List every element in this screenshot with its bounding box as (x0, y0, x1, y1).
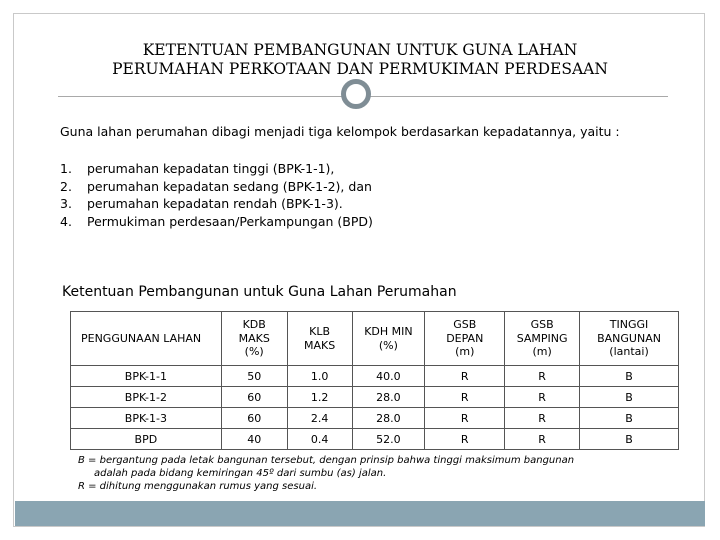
table-cell: B (580, 429, 679, 450)
table-header-row (71, 312, 679, 366)
col-header-land-use: PENGGUNAAN LAHAN (71, 312, 222, 366)
table-row (71, 429, 679, 450)
list-number: 2. (60, 178, 72, 194)
table-cell: 2.4 (287, 408, 352, 429)
col-header-klb-text: KLB MAKS (303, 325, 336, 352)
list-text: perumahan kepadatan sedang (BPK-1-2), dan (87, 178, 372, 194)
col-header-kdb (221, 312, 287, 366)
col-header-kdb-text: KDB MAKS (%) (238, 318, 270, 359)
table-row (71, 366, 679, 387)
col-header-gsb-side-text: GSB SAMPING (m) (516, 318, 568, 359)
list-item (60, 178, 373, 196)
table-cell: 28.0 (352, 387, 425, 408)
table-cell: R (505, 408, 580, 429)
regulation-table (70, 311, 679, 450)
table-cell: R (425, 408, 505, 429)
table-cell: 1.2 (287, 387, 352, 408)
col-header-height (580, 312, 679, 366)
table-cell: 28.0 (352, 408, 425, 429)
table-cell: B (580, 366, 679, 387)
table-cell: 40 (221, 429, 287, 450)
list-text: perumahan kepadatan tinggi (BPK-1-1), (87, 161, 335, 176)
table-cell: R (425, 387, 505, 408)
table-cell: R (505, 387, 580, 408)
table-notes (78, 455, 574, 493)
title-line-2: PERUMAHAN PERKOTAAN DAN PERMUKIMAN PERDESAAN (112, 60, 608, 78)
list-number: 3. (60, 196, 72, 211)
intro-text: Guna lahan perumahan dibagi menjadi tiga kelompok berdasarkan kepadatannya, yaitu : (60, 124, 620, 139)
table-cell: 50 (221, 366, 287, 387)
col-header-klb (287, 312, 352, 366)
table-cell: B (580, 408, 679, 429)
table-cell: BPD (71, 429, 222, 450)
table-cell: BPK-1-3 (71, 408, 222, 429)
table-cell: 60 (221, 387, 287, 408)
note-b-line-2: adalah pada bidang kemiringan 45º dari sumbu (as) jalan. (94, 467, 387, 479)
list-text: Permukiman perdesaan/Perkampungan (BPD) (87, 213, 373, 229)
density-list (60, 160, 373, 230)
table-cell: B (580, 387, 679, 408)
list-number: 4. (60, 213, 72, 229)
col-header-gsb-front-text: GSB DEPAN (m) (446, 318, 484, 359)
col-header-gsb-front (425, 312, 505, 366)
title-line-1: KETENTUAN PEMBANGUNAN UNTUK GUNA LAHAN (142, 41, 578, 59)
page-title (0, 41, 720, 79)
ring-ornament-icon (341, 79, 371, 109)
table-cell: 52.0 (352, 429, 425, 450)
table-cell: R (425, 366, 505, 387)
footer-band (15, 501, 705, 526)
table-cell: BPK-1-1 (71, 366, 222, 387)
note-b-line-1: B = bergantung pada letak bangunan tersebut, dengan prinsip bahwa tinggi maksimum bangunan (78, 455, 575, 466)
col-header-height-text: TINGGI BANGUNAN (lantai) (597, 318, 661, 359)
table-row (71, 387, 679, 408)
table-row (71, 408, 679, 429)
list-text: perumahan kepadatan rendah (BPK-1-3). (87, 196, 343, 211)
table-cell: BPK-1-2 (71, 387, 222, 408)
table-cell: R (425, 429, 505, 450)
list-item (60, 213, 373, 231)
table-cell: 0.4 (287, 429, 352, 450)
table-cell: 60 (221, 408, 287, 429)
table-cell: R (505, 366, 580, 387)
table-cell: R (505, 429, 580, 450)
note-r: R = dihitung menggunakan rumus yang sesuai. (78, 480, 318, 492)
list-number: 1. (60, 161, 72, 176)
table-title: Ketentuan Pembangunan untuk Guna Lahan Perumahan (62, 284, 457, 300)
table-cell: 40.0 (352, 366, 425, 387)
list-item (60, 195, 373, 213)
col-header-kdh-text: KDH MIN (%) (364, 325, 413, 352)
col-header-kdh (352, 312, 425, 366)
list-item (60, 160, 373, 178)
col-header-gsb-side (505, 312, 580, 366)
table-cell: 1.0 (287, 366, 352, 387)
